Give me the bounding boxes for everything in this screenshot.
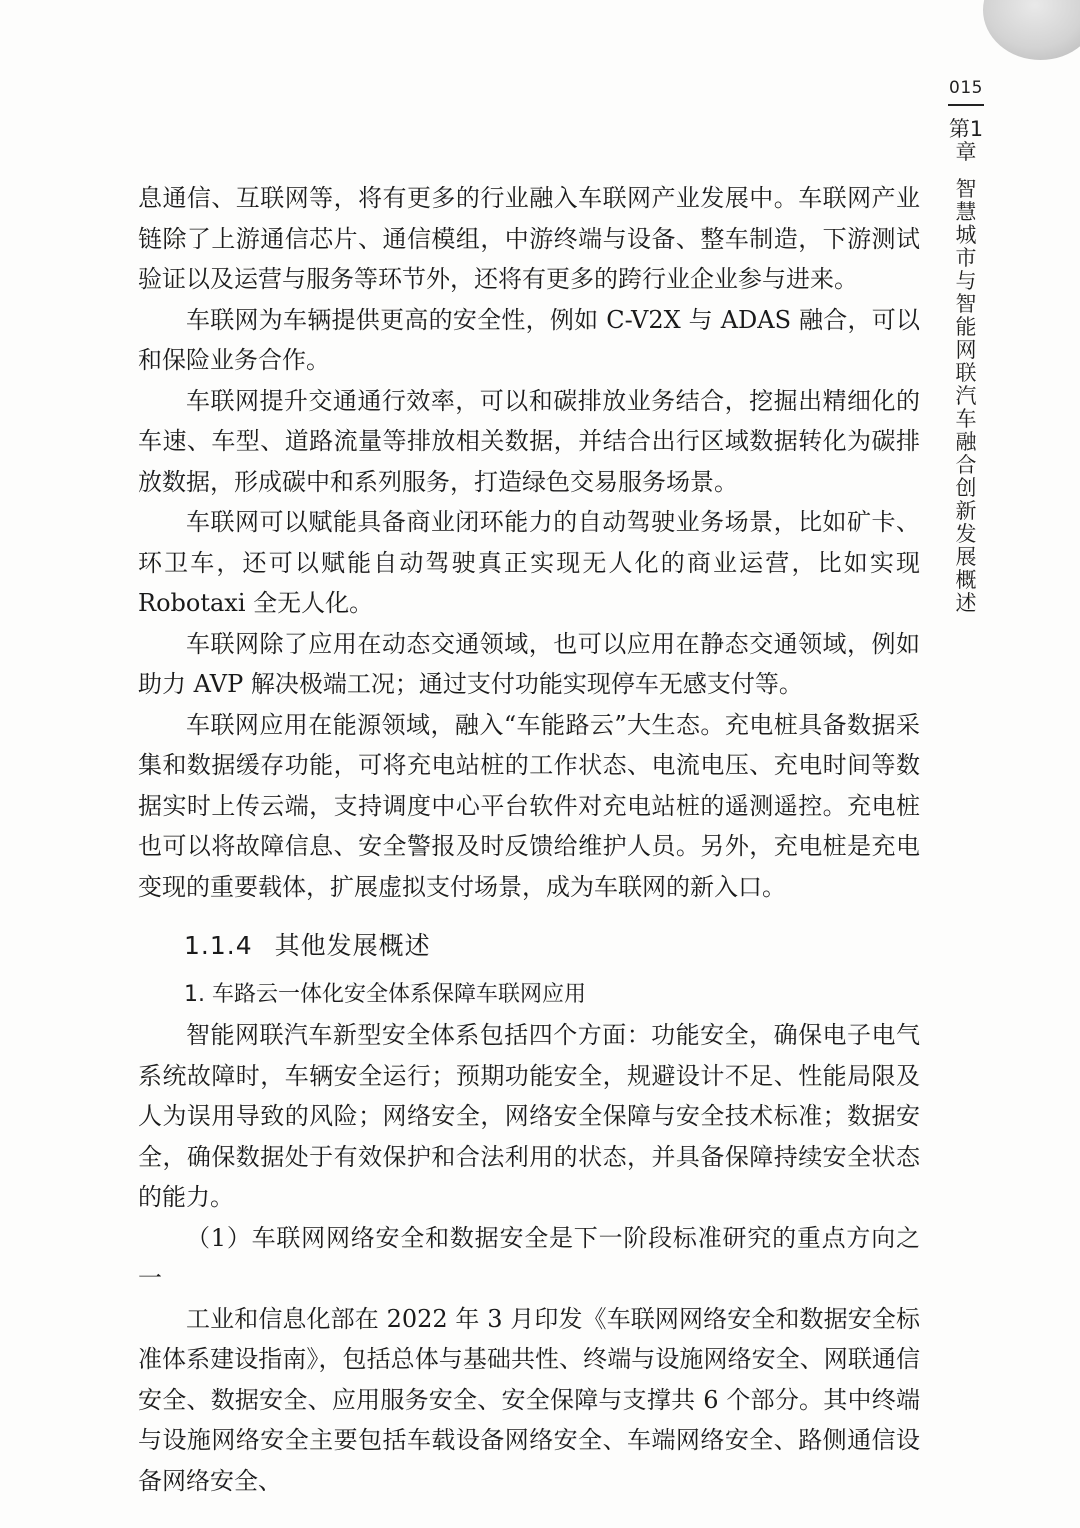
section-title: 其他发展概述: [274, 931, 431, 960]
paragraph: 车联网为车辆提供更高的安全性，例如 C-V2X 与 ADAS 融合，可以和保险业务合作。: [138, 305, 920, 374]
paragraph: 车联网可以赋能具备商业闭环能力的自动驾驶业务场景，比如矿卡、环卫车，还可以赋能自动驾驶真正实现无人化的商业运营，比如实现 Robotaxi 全无人化。: [138, 508, 920, 617]
running-head: [948, 118, 984, 615]
paragraph: 工业和信息化部在 2022 年 3 月印发《车联网网络安全和数据安全标准体系建设指南》，包括总体与基础共性、终端与设施网络安全、网联通信安全、数据安全、应用服务安全、安全保障与支撑共 6 个部分。其中终端与设施网络安全主要包括车载设备网络安全、车端网络安全、路侧通信设备网络安全、: [138, 1304, 920, 1495]
section-heading: [184, 926, 920, 966]
page-number-rule: [948, 104, 984, 106]
paragraph: 车联网除了应用在动态交通领域，也可以应用在静态交通领域，例如助力 AVP 解决极端工况；通过支付功能实现停车无感支付等。: [138, 629, 920, 698]
paragraph: 车联网提升交通通行效率，可以和碳排放业务结合，挖掘出精细化的车速、车型、道路流量等排放相关数据，并结合出行区域数据转化为碳排放数据，形成碳中和系列服务，打造绿色交易服务场景。: [138, 386, 920, 496]
point-heading: （1）车联网网络安全和数据安全是下一阶段标准研究的重点方向之一: [138, 1223, 920, 1292]
body-text: [138, 178, 920, 1501]
page-corner-shadow: [983, 0, 1080, 60]
subsection-heading: 1. 车路云一体化安全体系保障车联网应用: [184, 982, 586, 1007]
paragraph: 车联网应用在能源领域，融入“车能路云”大生态。充电桩具备数据采集和数据缓存功能，可将充电站桩的工作状态、电流电压、充电时间等数据实时上传云端，支持调度中心平台软件对充电站桩的遥测遥控。充电桩也可以将故障信息、安全警报及时反馈给维护人员。另外，充电桩是充电变现的重要载体，扩展虚拟支付场景，成为车联网的新入口。: [138, 710, 920, 901]
paragraph: 息通信、互联网等，将有更多的行业融入车联网产业发展中。车联网产业链除了上游通信芯片、通信模组，中游终端与设备、整车制造，下游测试验证以及运营与服务等环节外，还将有更多的跨行业企业参与进来。: [138, 184, 920, 293]
chapter-label: 第1章: [948, 117, 984, 164]
paragraph: 智能网联汽车新型安全体系包括四个方面：功能安全，确保电子电气系统故障时，车辆安全运行；预期功能安全，规避设计不足、性能局限及人为误用导致的风险；网络安全，网络安全保障与安全技术标准；数据安全，确保数据处于有效保护和合法利用的状态，并具备保障持续安全状态的能力。: [138, 1021, 920, 1211]
chapter-title: 智慧城市与智能网联汽车融合创新发展概述: [955, 177, 977, 615]
page-number: 015: [949, 78, 983, 98]
section-number: 1.1.4: [184, 931, 253, 960]
